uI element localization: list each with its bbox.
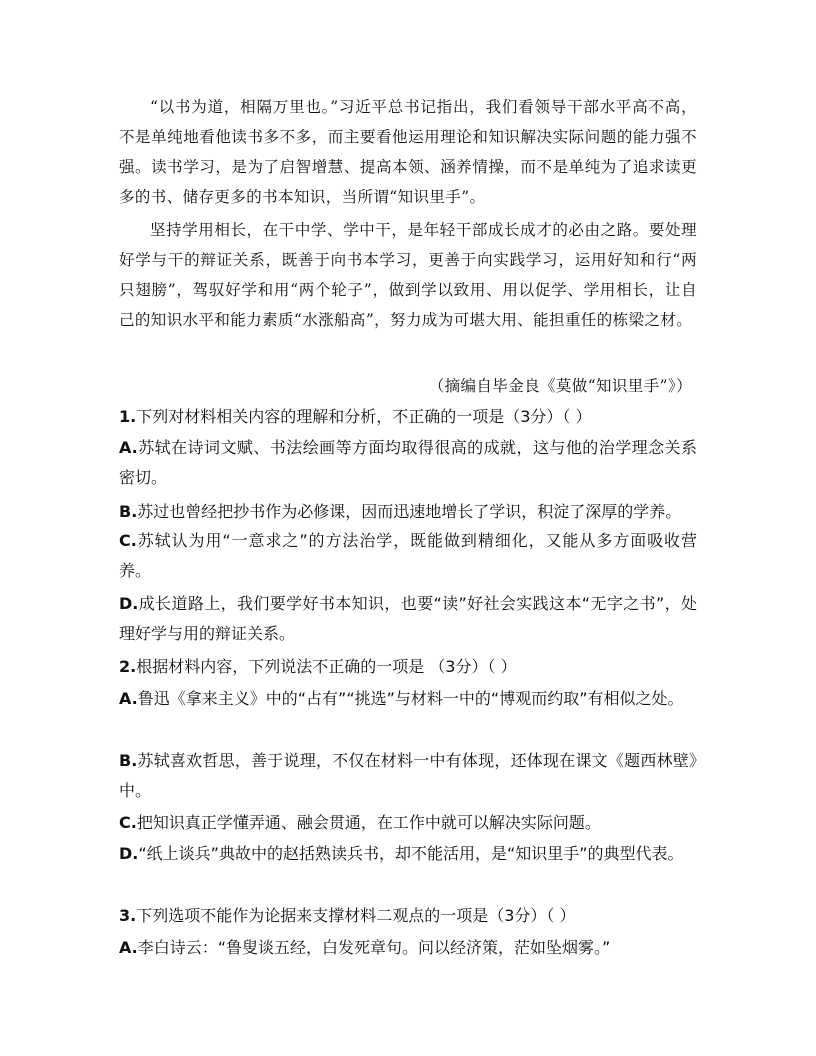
question-3-number: 3. [119,906,137,925]
question-2-number: 2. [119,657,137,676]
option-text: “纸上谈兵”典故中的赵括熟读兵书，却不能活用，是“知识里手”的典型代表。 [138,844,684,863]
option-label: C. [119,813,137,832]
option-text: 苏过也曾经把抄书作为必修课，因而迅速地增长了学识，积淀了深厚的学养。 [137,502,682,521]
question-2-option-a [119,684,697,714]
option-text: 苏轼在诗词文赋、书法绘画等方面均取得很高的成就，这与他的治学理念关系密切。 [119,438,697,487]
option-label: A. [119,938,138,957]
option-label: B. [119,502,138,521]
question-1-text: 下列对材料相关内容的理解和分析，不正确的一项是（3分）（ ） [136,407,592,426]
passage-source: （摘编自毕金良《莫做“知识里手”》） [428,377,692,395]
option-text: 苏轼认为用“一意求之”的方法治学，既能做到精细化，又能从多方面吸收营养。 [119,531,697,580]
option-text: 苏轼喜欢哲思，善于说理，不仅在材料一中有体现，还体现在课文《题西林壁》中。 [119,751,697,800]
option-text: 把知识真正学懂弄通、融会贯通，在工作中就可以解决实际问题。 [136,813,601,832]
option-label: A. [119,438,138,457]
question-2-stem [119,652,697,682]
option-text: 成长道路上，我们要学好书本知识，也要“读”好社会实践这本“无字之书”，处理好学与用的辩证关系。 [119,594,697,643]
option-label: B. [119,751,138,770]
passage-paragraph-2: 坚持学用相长，在干中学、学中干，是年轻干部成长成才的必由之路。要处理好学与干的辩证关系，既善于向书本学习，更善于向实践学习，运用好知和行“两只翅膀”，驾驭好学和用“两个轮子”，做到学以致用、用以促学、学用相长，让自己的知识水平和能力素质“水涨船高”，努力成为可堪大用、能担重任的栋梁之材。 [119,221,697,329]
question-1-option-c [119,526,697,586]
question-1-option-a [119,433,697,493]
question-1-number: 1. [119,407,137,426]
option-label: A. [119,689,138,708]
question-2-option-d [119,839,697,869]
option-text: 李白诗云：“鲁叟谈五经，白发死章句。问以经济策，茫如坠烟雾。” [137,938,611,957]
option-text: 鲁迅《拿来主义》中的“占有”“挑选”与材料一中的“博观而约取”有相似之处。 [137,689,684,708]
question-1-stem [119,402,697,432]
question-3-stem [119,901,697,931]
question-3-text: 下列选项不能作为论据来支撑材料二观点的一项是（3分）（ ） [136,906,576,925]
option-label: D. [119,844,139,863]
question-3-option-a [119,933,697,963]
option-label: C. [119,531,137,550]
question-1-option-b [119,497,697,527]
question-2-text: 根据材料内容，下列说法不正确的一项是 （3分）（ ） [136,657,517,676]
question-2-option-b [119,746,697,806]
option-label: D. [119,594,139,613]
question-2-option-c [119,808,697,838]
passage-paragraph-1: “以书为道，相隔万里也。”习近平总书记指出，我们看领导干部水平高不高，不是单纯地看他读书多不多，而主要看他运用理论和知识解决实际问题的能力强不强。读书学习，是为了启智增慧、提高本领、涵养情操，而不是单纯为了追求读更多的书、储存更多的书本知识，当所谓“知识里手”。 [119,98,697,206]
question-1-option-d [119,589,697,649]
